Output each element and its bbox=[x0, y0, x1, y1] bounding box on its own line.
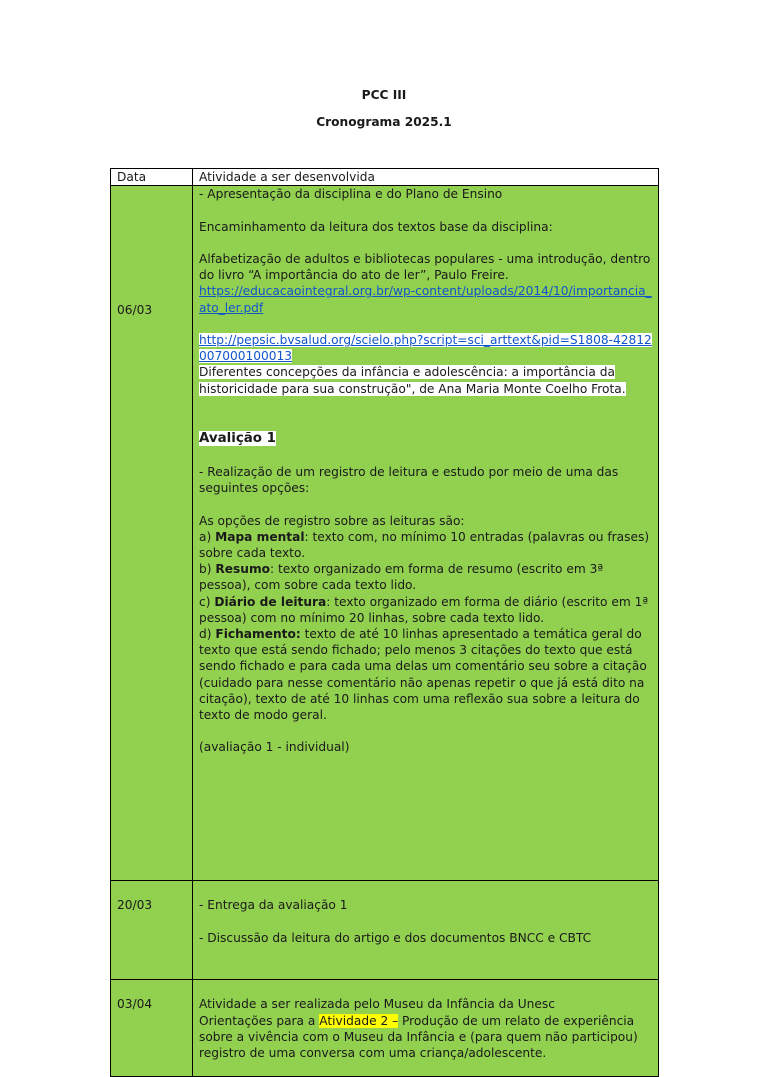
evaluation-description: - Realização de um registro de leitura e estudo por meio de uma das seguintes opções: bbox=[199, 464, 619, 496]
activity-line: Atividade a ser realizada pelo Museu da Infância da Unesc bbox=[199, 997, 555, 1012]
reading-link-2[interactable]: http://pepsic.bvsalud.org/scielo.php?script=sci_arttext&pid=S1808-42812007000100013 bbox=[199, 332, 652, 364]
highlighted-activity: Atividade 2 – bbox=[319, 1013, 399, 1028]
page-title: PCC III bbox=[361, 88, 407, 102]
table-row bbox=[111, 186, 659, 881]
option-item: d) Fichamento: texto de até 10 linhas apresentado a temática geral do texto que está sendo fichado; pelo menos 3 citações do texto que está sendo fichado e para cada uma delas um comentário seu sobre a citação (cuidado para nesse comentário não apenas repetir o que já está dito na citação), texto de até 10 linhas com uma reflexão sua sobre a leitura do texto de modo geral. bbox=[199, 627, 647, 723]
row-activity bbox=[193, 186, 659, 881]
option-item: c) Diário de leitura: texto organizado em forma de diário (escrito em 1ª pessoa) com no mínimo 20 linhas, sobre cada texto lido. bbox=[199, 594, 649, 625]
row-date: 20/03 bbox=[111, 881, 193, 980]
row-activity bbox=[193, 881, 659, 980]
reading-reference: Alfabetização de adultos e bibliotecas populares - uma introdução, dentro do livro “A importância do ato de ler”, Paulo Freire. bbox=[199, 251, 651, 283]
activity-line: - Discussão da leitura do artigo e dos documentos BNCC e CBTC bbox=[199, 930, 592, 945]
row-activity bbox=[193, 980, 659, 1077]
schedule-table bbox=[110, 168, 659, 1077]
row-date: 03/04 bbox=[111, 980, 193, 1077]
options-intro: As opções de registro sobre as leituras são: bbox=[199, 513, 465, 528]
activity-line: Encaminhamento da leitura dos textos base da disciplina: bbox=[199, 219, 553, 234]
evaluation-note: (avaliação 1 - individual) bbox=[199, 740, 350, 755]
activity-line: - Apresentação da disciplina e do Plano de Ensino bbox=[199, 187, 503, 202]
option-item: b) Resumo: texto organizado em forma de resumo (escrito em 3ª pessoa), com sobre cada texto lido. bbox=[199, 562, 604, 593]
reading-reference-2: Diferentes concepções da infância e adolescência: a importância da historicidade para sua construção", de Ana Maria Monte Coelho Frota. bbox=[199, 365, 626, 396]
page-subtitle: Cronograma 2025.1 bbox=[316, 115, 452, 129]
header-activity: Atividade a ser desenvolvida bbox=[193, 169, 659, 186]
option-item: a) Mapa mental: texto com, no mínimo 10 entradas (palavras ou frases) sobre cada texto. bbox=[199, 529, 650, 560]
header-date: Data bbox=[111, 169, 193, 186]
evaluation-title: Avalição 1 bbox=[199, 430, 276, 446]
reading-link-1[interactable]: https://educacaointegral.org.br/wp-content/uploads/2014/10/importancia_ato_ler.pdf bbox=[199, 284, 652, 315]
table-row bbox=[111, 980, 659, 1077]
table-header-row bbox=[111, 169, 659, 186]
table-row bbox=[111, 881, 659, 980]
activity-line: Orientações para a Atividade 2 – Produção de um relato de experiência sobre a vivência com o Museu da Infância e (para quem não participou) registro de uma conversa com uma criança/adolescente. bbox=[199, 1013, 638, 1060]
activity-line: - Entrega da avaliação 1 bbox=[199, 898, 348, 913]
row-date: 06/03 bbox=[111, 186, 193, 881]
